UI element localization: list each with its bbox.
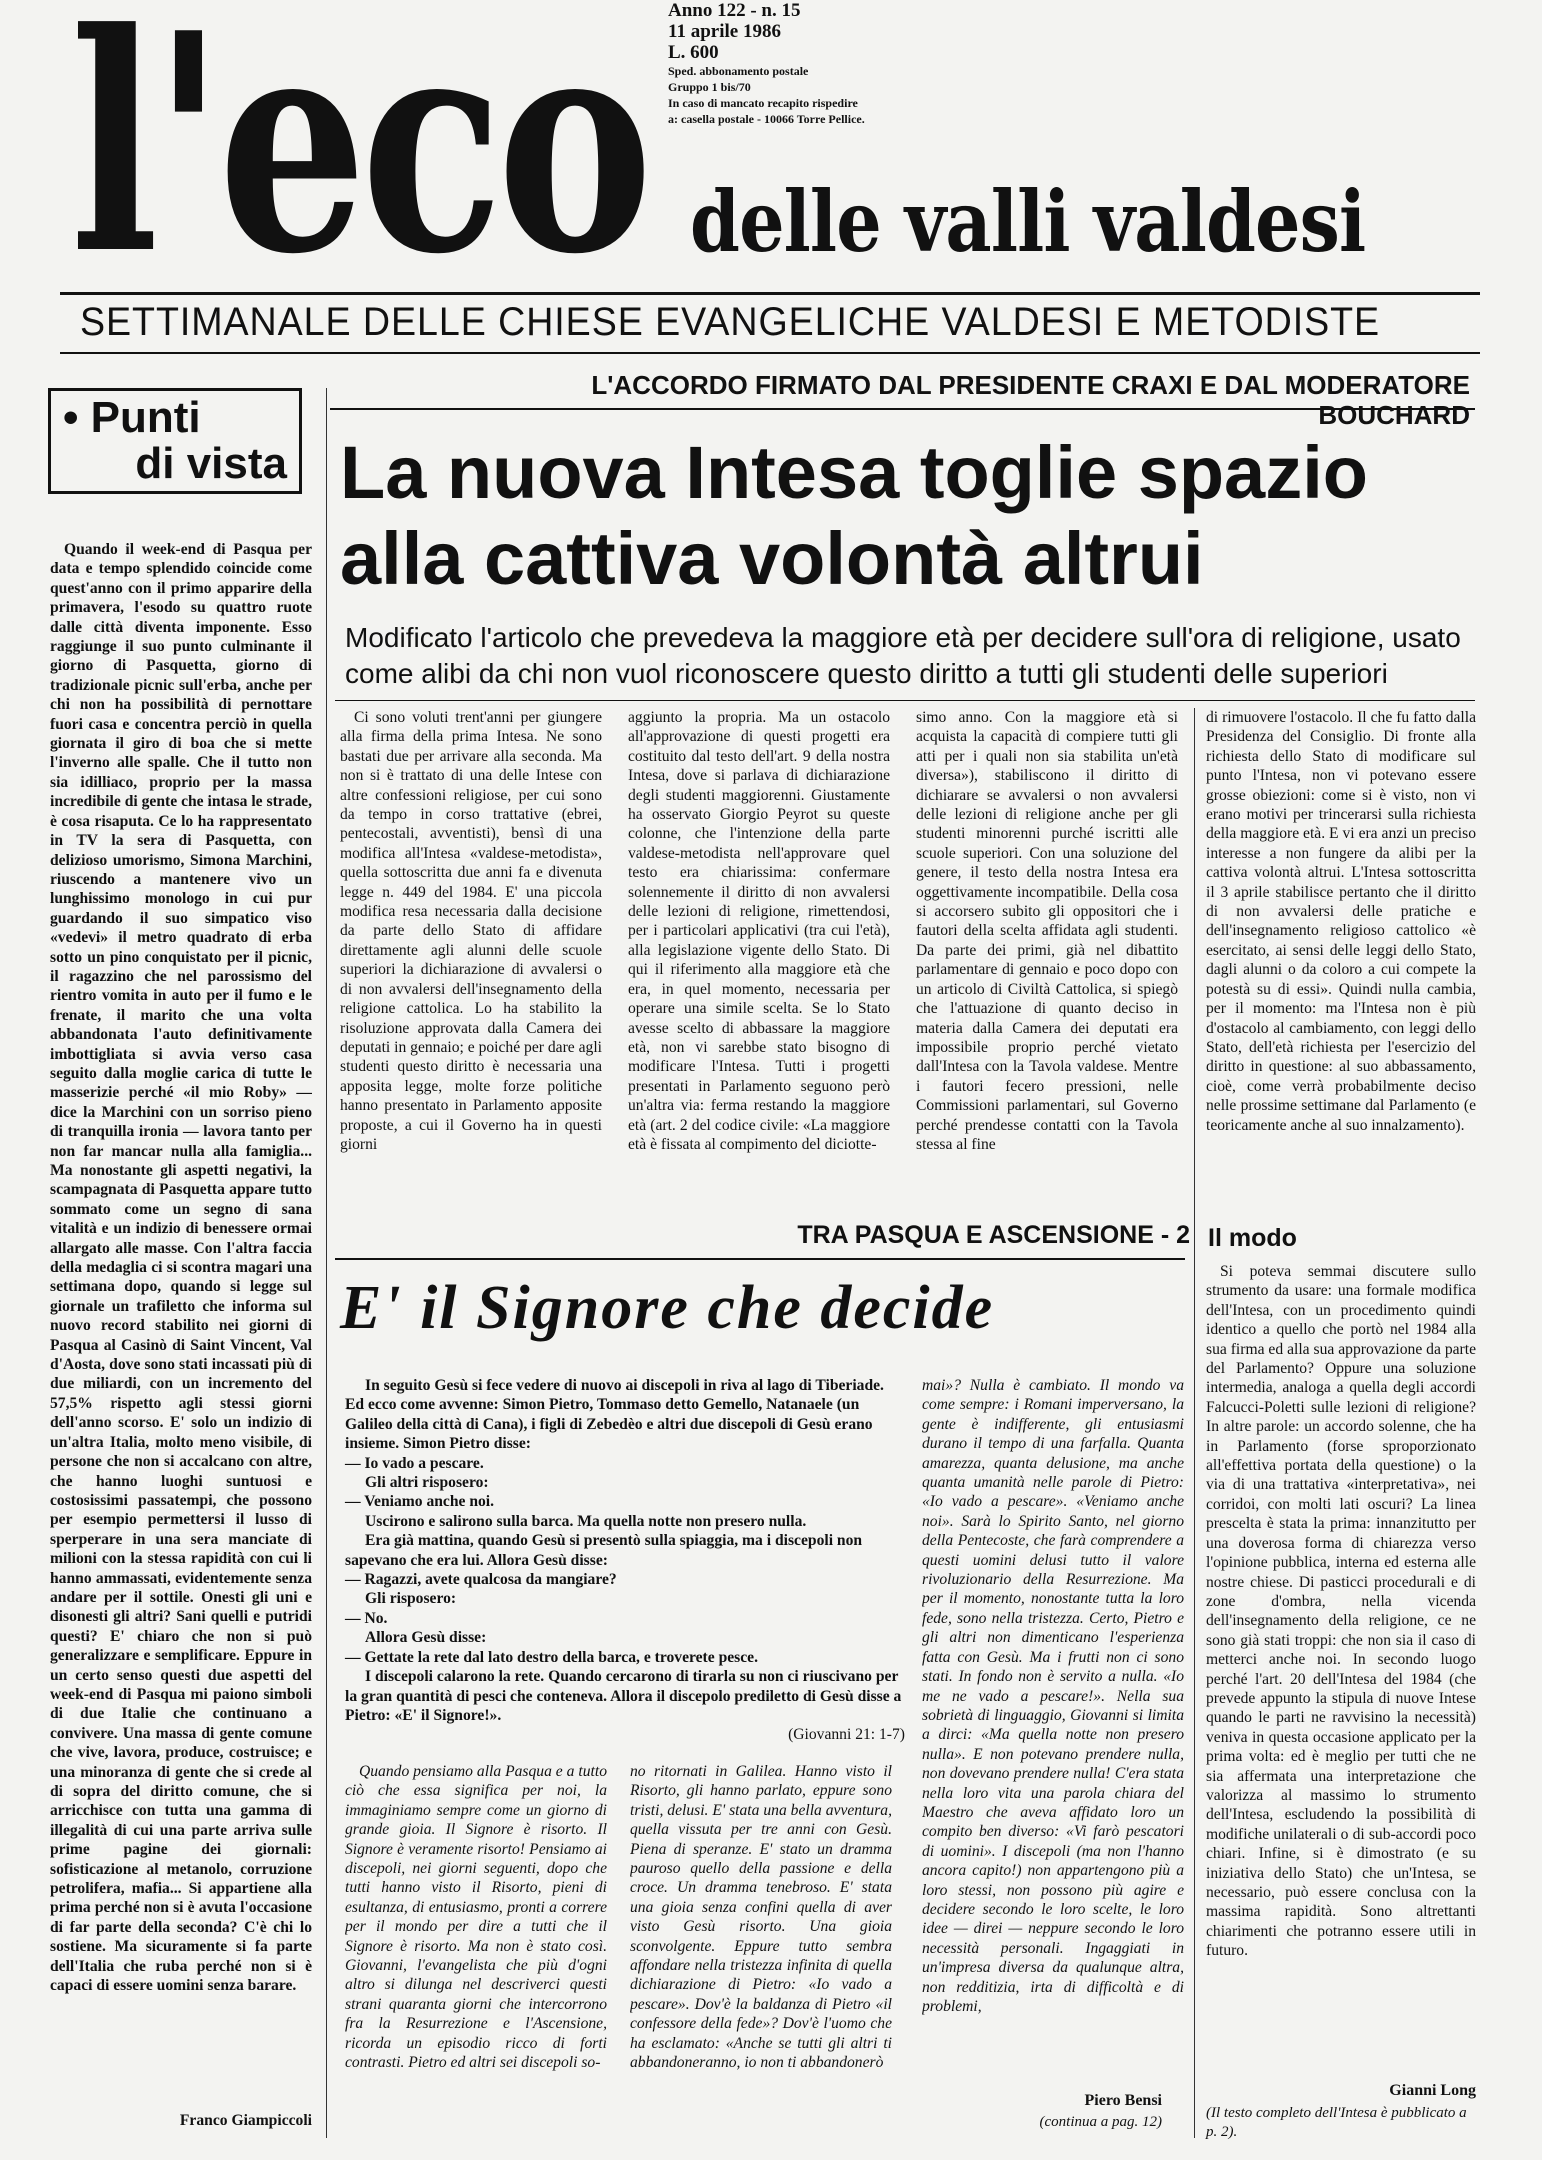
il-modo-note: (Il testo completo dell'Intesa è pubblicato a p. 2).	[1206, 2105, 1467, 2140]
issue-info	[668, 0, 968, 127]
punti-text: Quando il week-end di Pasqua per data e tempo splendido coincide come quest'anno con il primo apparire della primavera, l'esodo su quattro ruote dalle città diventa imponente. Esso raggiunge il suo punto culminante il giorno di Pasquetta, giorno di tradizionale picnic sull'erba, anche per chi non ha possibilità di pernottare fuori casa e concentra perciò in quella giornata il giro di boa che si mette l'inverno alle spalle. Che il tutto non sia idilliaco, proprio per la massa incredibile di gente che intasa le strade, è cosa risaputa. Ce lo ha rappresentato in TV la sera di Pasquetta, con delizioso umorismo, Simona Marchini, riuscendo a mantenere vivo un lunghissimo monologo in cui pur guardando il suo simpatico viso «vedevi» il metro quadrato di erba sotto un pino conquistato per il picnic, il ragazzino che nel parossismo del rientro vomita in auto per il fumo e le frenate, il marito che una volta abbandonata l'auto definitivamente imbottigliata si avvia verso casa seguito dalla moglie carica di tutte le masserizie perché «il mio Roby» — dice la Marchini con un sorriso pieno di tranquilla ironia — lavora tanto per non far mancar nulla alla famiglia... Ma nonostante gli aspetti negativi, la scampagnata di Pasquetta appare tutto sommato come un segno di sana vitalità e un indizio di benessere ormai allargato alle masse. Con l'altra faccia della medaglia ci si scontra magari una settimana dopo, quando si legge sul giornale un trafiletto che informa sul nuovo record stabilito nei giorni di Pasqua al Casinò di Saint Vincent, Val d'Aosta, dove sono stati incassati più di due miliardi, con un incremento del 57,5% rispetto agli stessi giorni dell'anno scorso. E' solo un indizio di un'altra Italia, molto meno visibile, di persone che non si accalcano con altre, che hanno luoghi suntuosi e costosissimi passatempi, che possono per esempio permettersi il lusso di sperperare in una sera manciate di milioni con la stessa rapidità con cui li hanno ammassati, evidentemente senza andare per il sottile. Onesti gli uni e disonesti gli altri? Sani quelli e putridi questi? E' chiaro che non si può generalizzare e semplificare. Eppure in un certo senso questi due aspetti del week-end di Pasqua mi paiono simboli di due Italie che continuano a convivere. Una massa di gente comune che vive, lavora, produce, costruisce; e una minoranza di gente che si crede al di sopra del diritto comune, che si arricchisce con tutta una gamma di illegalità di cui una parte arriva sulle prime pagine dei giornali: sofisticazione al metanolo, corruzione petrolifera, mafia... Si appartiene alla prima perché non si è avuta l'occasione di far parte della seconda? C'è chi lo sostiene. Ma sicuramente si fa parte dell'Italia che ruba perché non si è capaci di essere uomini senza barare.	[50, 541, 312, 1995]
main-col2-text: aggiunto la propria. Ma un ostacolo all'approvazione di questi progetti era costituito dal testo dell'art. 9 della nostra Intesa, dove si parlava di dichiarazione degli studenti maggiorenni. Giustamente ha osservato Giorgio Peyrot su queste colonne, che l'intenzione della parte valdese-metodista nell'approvare quel testo era chiarissima: confermare solennemente il diritto di non avvalersi delle lezioni di religione, rimettendosi, per i particolari applicativi (tra cui l'età), alla legislazione vigente dello Stato. Di qui il riferimento alla maggiore età che era, in quel momento, necessaria per operare una simile scelta. Se lo Stato avesse scelto di abbassare la maggiore età, non vi sarebbe stato bisogno di modificare l'Intesa. Tutti i progetti presentati in Parlamento seguono però un'altra via: ferma restando la maggiore età (art. 2 del codice civile: «La maggiore età è fissata al compimento del diciotte-	[628, 709, 890, 1153]
di-vista-label: di vista	[135, 439, 287, 488]
tagline: SETTIMANALE DELLE CHIESE EVANGELICHE VALDESI E METODISTE	[80, 300, 1381, 344]
bible-passage	[345, 1376, 905, 1745]
column-divider	[1194, 708, 1195, 2138]
verse-line: — No.	[345, 1609, 388, 1627]
divider	[60, 352, 1480, 354]
il-modo-column	[1206, 1262, 1476, 2032]
verse-line: — Io vado a pescare.	[345, 1454, 484, 1472]
verse-reference: (Giovanni 21: 1-7)	[788, 1726, 905, 1744]
il-modo-author: Gianni Long	[1389, 2082, 1476, 2099]
second-column-1	[345, 1762, 607, 2142]
article-headline	[340, 430, 1475, 602]
article-kicker: L'ACCORDO FIRMATO DAL PRESIDENTE CRAXI E DAL MODERATORE BOUCHARD	[591, 370, 1470, 430]
second-author: Piero Bensi	[1084, 2092, 1162, 2109]
column-divider	[326, 388, 327, 2138]
punti-author: Franco Giampiccoli	[179, 2112, 312, 2129]
punti-column	[50, 540, 312, 2120]
second-col2-text: no ritornati in Galilea. Hanno visto il Risorto, gli hanno parlato, eppure sono tristi, delusi. E' stata una bella avventura, quella vissuta per tre anni con Gesù. Piena di speranze. E' stato un dramma pauroso quello della passione e della croce. Un dramma tenebroso. E' stata una gioia senza confini quella di aver visto Gesù risorto. Una gioia sconvolgente. Eppure tutto sembra affondare nella tristezza infinita di quella dichiarazione di Pietro: «Io vado a pescare». Dov'è la baldanza di Pietro «il confessore della fede»? Dov'è l'uomo che ha esclamato: «Anche se tutti gli altri ti abbandoneranno, io non ti abbandonerò	[630, 1763, 892, 2072]
verse-line: Era già mattina, quando Gesù si presentò sulla spiaggia, ma i discepoli non sapevano che era lui. Allora Gesù disse:	[345, 1532, 863, 1569]
article-subhead: Modificato l'articolo che prevedeva la maggiore età per decidere sull'ora di religione, usato come alibi da chi non vuol riconoscere questo diritto a tutti gli studenti delle superiori	[345, 622, 1461, 689]
second-column-3	[922, 1376, 1184, 2086]
masthead-logo: l'eco	[70, 0, 647, 320]
verse-intro: In seguito Gesù si fece vedere di nuovo ai discepoli in riva al lago di Tiberiade. Ed ecco come avvenne: Simon Pietro, Tommaso detto Gemello, Natanaele (un Galileo della città di Cana), i figli di Zebedèo e altri due discepoli di Gesù erano insieme. Simon Pietro disse:	[345, 1377, 884, 1453]
il-modo-text: Si poteva semmai discutere sullo strumento da usare: una formale modifica dell'Intesa, con un procedimento quindi identico a quello che portò nel 1984 alla sua firma ed alla sua approvazione da parte del Parlamento? Oppure una soluzione intermedia, analoga a quella degli accordi Falcucci-Poletti sulle lezioni di religione? In altre parole: un accordo solenne, che ha in Parlamento (forse sproporzionato all'effettiva portata della questione) o la via di una trattativa «interpretativa», nei corridoi, con molti lati oscuri? La linea prescelta è stata la prima: innanzitutto per una doverosa forma di chiarezza verso l'opinione pubblica, interna ed esterna alle nostre chiese. Di pasticci procedurali e di zone d'ombra, nella vicenda dell'insegnamento della religione, ce ne sono già stati troppi: che non sia il caso di metterci anche noi. In secondo luogo perché l'art. 20 dell'Intesa del 1984 (che prevede appunto la stipula di nuove Intese quando le parti ne ravvisino la necessità) veniva in questa occasione applicato per la prima volta: ed è meglio per tutti che ne sia affermata una interpretazione che valorizza al massimo lo strumento dell'Intesa, escludendo la possibilità di modifiche unilaterali o di sub-accordi poco chiari. Infine, si è dimostrato (e su iniziativa dello Stato) che un'Intesa, se necessario, può essere conclusa con la massima rapidità. Sono altrettanti chiarimenti che potranno essere utili in futuro.	[1206, 1263, 1476, 1960]
headline-line-1: La nuova Intesa toglie spazio	[340, 431, 1368, 514]
divider	[330, 408, 1475, 410]
second-column-2	[630, 1762, 892, 2142]
main-column-3	[916, 708, 1178, 1208]
issue-number: Anno 122 - n. 15	[668, 0, 801, 21]
verse-line: — Veniamo anche noi.	[345, 1493, 495, 1511]
divider	[335, 1258, 1185, 1260]
second-col1-text: Quando pensiamo alla Pasqua e a tutto ciò che essa significa per noi, la immaginiamo sempre come un giorno di grande gioia. Il Signore è risorto. Il Signore è veramente risorto! Pensiamo ai discepoli, nei giorni seguenti, dopo che tutti hanno visto il Risorto, pieni di esultanza, di entusiasmo, pronti a correre per il mondo per dire a tutti che il Signore è risorto. Ma non è stato così. Giovanni, l'evangelista che più d'ogni altro si dilunga nel descriverci questi strani quaranta giorni che intercorrono fra la Resurrezione e l'Ascensione, ricorda un episodio ricco di forti contrasti. Pietro ed altri sei discepoli so-	[345, 1763, 607, 2072]
second-headline: E' il Signore che decide	[340, 1274, 995, 1342]
section-title: TRA PASQUA E ASCENSIONE - 2	[797, 1221, 1190, 1249]
main-col3-text: simo anno. Con la maggiore età si acquista la capacità di compiere tutti gli atti per i quali non sia stabilita un'età diversa»), stabiliscono il diritto di dichiarare se avvalersi o non avvalersi delle lezioni di religione anche per gli studenti minorenni purché iscritti alle scuole superiori. Con una soluzione del genere, il testo della nostra Intesa era oggettivamente incompatibile. Della cosa si accorsero subito gli oppositori che i fautori della scelta affidata agli studenti. Da parte dei primi, già nel dibattito parlamentare di gennaio e poco dopo con un articolo di Civiltà Cattolica, si spiegò che l'attuazione di quanto deciso in materia dalla Camera dei deputati era impossibile proprio perché vietato dall'Intesa con la Tavola valdese. Mentre i fautori fecero pressioni, nelle Commissioni parlamentari, sul Governo perché prendesse contatti con la Tavola stessa al fine	[916, 709, 1178, 1153]
main-column-1	[340, 708, 602, 1208]
verse-line: Allora Gesù disse:	[365, 1629, 487, 1647]
issue-postal: Sped. abbonamento postale	[668, 64, 809, 78]
punti-di-vista-box	[48, 388, 302, 494]
verse-line: Gli altri risposero:	[365, 1474, 489, 1492]
issue-price: L. 600	[668, 42, 719, 63]
issue-group: Gruppo 1 bis/70	[668, 80, 751, 94]
headline-line-2: alla cattiva volontà altrui	[340, 517, 1204, 600]
verse-line: I discepoli calarono la rete. Quando cercarono di tirarla su non ci riuscivano per la gran quantità di pesci che conteneva. Allora il discepolo prediletto di Gesù disse a Pietro: «E' il Signore!».	[345, 1668, 902, 1724]
issue-address: a: casella postale - 10066 Torre Pellice.	[668, 112, 865, 126]
main-column-4	[1206, 708, 1476, 1213]
continued-note: (continua a pag. 12)	[1039, 2114, 1162, 2130]
second-col3-text: mai»? Nulla è cambiato. Il mondo va come sempre: i Romani imperversano, la gente è indifferente, gli entusiasmi durano il tempo di una farfalla. Quanta amarezza, quanta delusione, ma anche quanta umanità nelle parole di Pietro: «Io vado a pescare». «Veniamo anche noi». Sarà lo Spirito Santo, nel giorno della Pentecoste, che farà comprendere a questi uomini delusi tutto il valore rivoluzionario della Resurrezione. Ma per il momento, nonostante tutta la loro fede, sono nella tristezza. Certo, Pietro e gli altri non dimenticano l'esperienza fatta con Gesù. Ma i frutti non ci sono stati. In fondo non è servito a nulla. «Io me ne vado a pescare!». Nella sua sobrietà di linguaggio, Giovanni si limita a dirci: «Ma quella notte non presero nulla». E non potevano prendere nulla, non dovevano prendere nulla! C'era stata nella loro vita una parola chiara del Maestro che aveva affidato loro un compito ben diverso: «Vi farò pescatori di uomini». I discepoli (ma non l'hanno ancora capito!) non appartengono più a loro stessi, non possono più agire e decidere secondo le loro scelte, le loro idee — direi — neppure secondo le loro necessità personali. Ingaggiati in un'impresa diversa da qualunque altra, non redditizia, irta di difficoltà e di problemi,	[922, 1377, 1184, 2015]
main-col4-text: di rimuovere l'ostacolo. Il che fu fatto dalla Presidenza del Consiglio. Di fronte alla richiesta dello Stato di modificare sul punto l'Intesa, non vi potevano essere grosse obiezioni: come si è visto, non vi erano motivi per trincerarsi sulla richiesta della maggiore età. E vi era anzi un preciso interesse a non fungere da alibi per la cattiva volontà altrui. L'Intesa sottoscritta il 3 aprile stabilisce pertanto che il diritto di non avvalersi delle pratiche e dell'insegnamento religioso cattolico «è esercitato, ai sensi delle leggi dello Stato, dagli alunni o da coloro a cui compete la potestà su di essi». Quindi nulla cambia, per il momento: ma l'Intesa non è più d'ostacolo al cambiamento, con leggi dello Stato, dell'età richiesta per l'esercizio del diritto in questione: al suo abbassamento, cioè, come verrà probabilmente deciso nelle prossime settimane dal Parlamento (e teoricamente anche al suo innalzamento).	[1206, 709, 1476, 1134]
verse-line: — Gettate la rete dal lato destro della barca, e troverete pesce.	[345, 1648, 758, 1666]
divider	[60, 292, 1480, 295]
verse-line: Gli risposero:	[365, 1590, 457, 1608]
main-column-2	[628, 708, 890, 1208]
il-modo-title: Il modo	[1208, 1224, 1297, 1252]
verse-line: — Ragazzi, avete qualcosa da mangiare?	[345, 1571, 617, 1589]
punti-label: • Punti	[63, 393, 201, 442]
masthead-subtitle: delle valli valdesi	[690, 172, 1366, 271]
issue-date: 11 aprile 1986	[668, 21, 781, 42]
verse-line: Uscirono e salirono sulla barca. Ma quella notte non presero nulla.	[365, 1512, 807, 1530]
main-col1-text: Ci sono voluti trent'anni per giungere alla firma della prima Intesa. Ne sono bastati due per arrivare alla seconda. Ma non si è trattato di una delle Intese con altre confessioni religiose, per cui sono da tempo in corso trattative (ebrei, pentecostali, avventisti), bensì di una modifica all'Intesa «valdese-metodista», quella sottoscritta due anni fa e divenuta legge n. 449 del 1984. E' una piccola modifica resa necessaria dalla decisione da parte dello Stato di affidare direttamente agli alunni delle scuole superiori la dichiarazione di avvalersi o di non avvalersi dell'insegnamento della religione cattolica. Lo ha stabilito la risoluzione approvata dalla Camera dei deputati in gennaio; e poiché per dare agli studenti questo diritto è necessaria una apposita legge, molte forze politiche hanno presentato in Parlamento apposite proposte, a cui il Governo ha in questi giorni	[340, 709, 602, 1153]
divider	[335, 700, 1475, 701]
issue-return: In caso di mancato recapito rispedire	[668, 96, 858, 110]
